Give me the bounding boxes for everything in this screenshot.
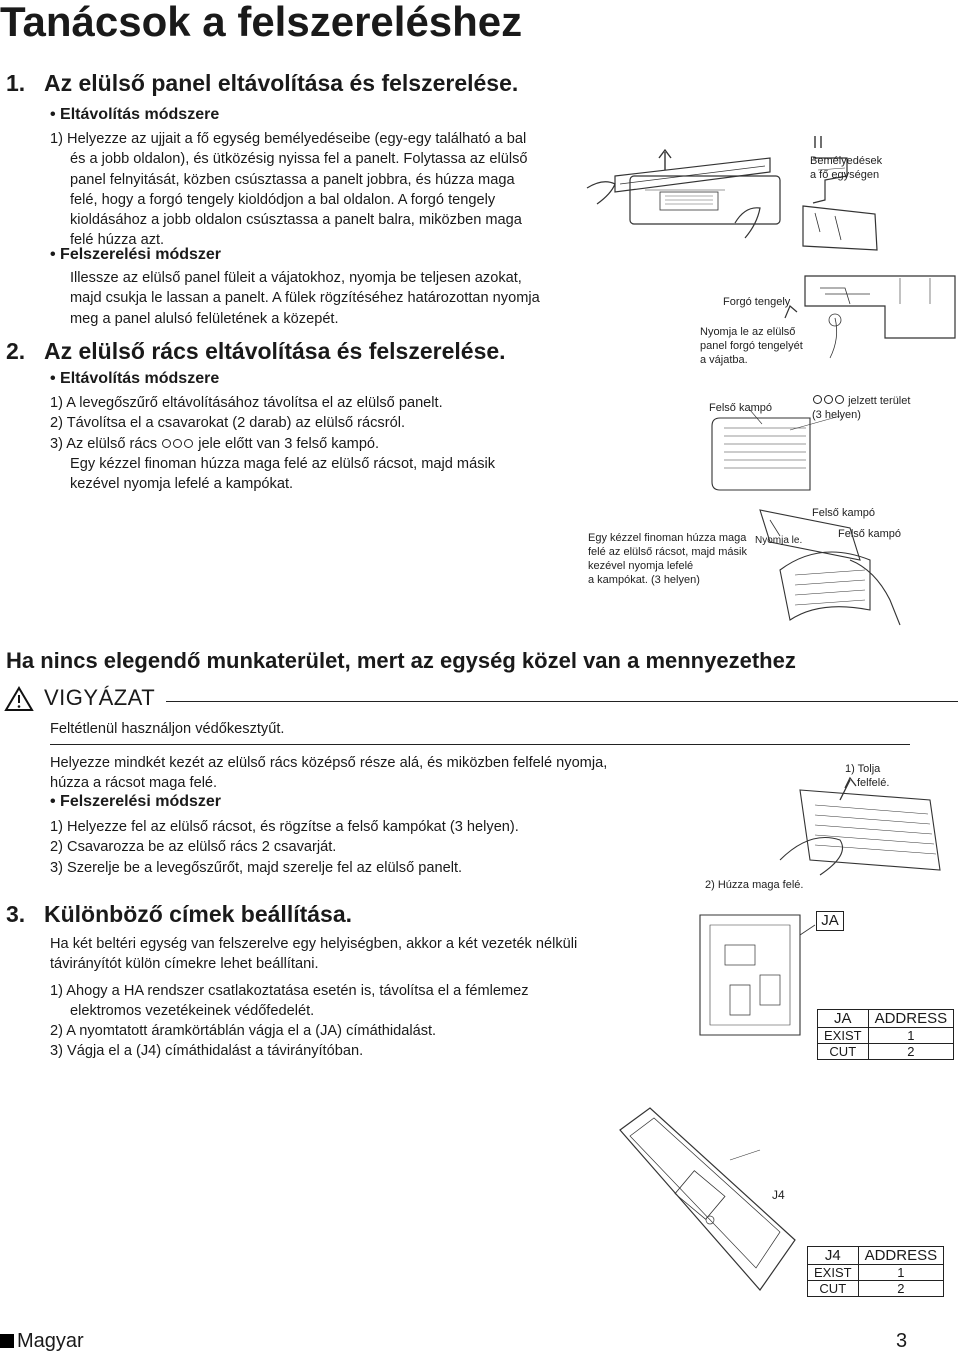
push-pull-illustration bbox=[700, 760, 950, 890]
label-line: Nyomja le az elülső bbox=[700, 326, 796, 338]
label-pull: 2) Húzza maga felé. bbox=[705, 879, 804, 891]
text-line: 1) Helyezze fel az elülső rácsot, és rögzítse a felső kampókat (3 helyen). bbox=[50, 819, 519, 835]
text-line: felé húzza azt. bbox=[70, 232, 165, 249]
circle-mark-icon bbox=[161, 436, 194, 452]
section3-title: Különböző címek beállítása. bbox=[44, 901, 353, 927]
section3-number: 3. bbox=[6, 901, 26, 927]
label-line: Egy kézzel finoman húzza maga bbox=[588, 532, 747, 544]
table-cell: 1 bbox=[858, 1265, 944, 1281]
table-cell: EXIST bbox=[808, 1265, 859, 1281]
pcb-illustration bbox=[680, 905, 830, 1055]
section1-removal-text bbox=[50, 129, 528, 251]
text-line: húzza a rácsot maga felé. bbox=[50, 775, 218, 792]
text-line: 3) Szerelje be a levegőszűrőt, majd szerelje fel az elülső panelt. bbox=[50, 859, 463, 876]
page-number: 3 bbox=[896, 1330, 908, 1352]
footer-language bbox=[0, 1330, 84, 1353]
table-cell: JA bbox=[818, 1010, 869, 1028]
label-line: (3 helyen) bbox=[812, 409, 861, 421]
section3-heading bbox=[6, 901, 352, 928]
caution-install-title: • Felszerelési módszer bbox=[50, 793, 222, 810]
label-upper-hook: Felső kampó bbox=[709, 402, 772, 414]
label-upper-hook-2: Felső kampó bbox=[812, 507, 875, 519]
label-line: a vájatba. bbox=[700, 354, 748, 366]
text-line: Illessze az elülső panel füleit a vájatokhoz, nyomja be teljesen azokat, bbox=[70, 270, 522, 286]
label-press-down: Nyomja le. bbox=[755, 535, 803, 546]
text-line: 1) Helyezze az ujjait a fő egység bemélyedéseibe (egy-egy található a bal bbox=[50, 131, 527, 147]
section1-install-title: • Felszerelési módszer bbox=[50, 246, 222, 263]
label-line: kezével nyomja lefelé bbox=[588, 560, 694, 572]
section1-title: Az elülső panel eltávolítása és felszerelése. bbox=[44, 70, 519, 96]
table-cell: 1 bbox=[868, 1028, 954, 1044]
section2-removal-title: • Eltávolítás módszere bbox=[50, 370, 220, 387]
text-line: 3) Vágja el a (J4) címáthidalást a távirányítóban. bbox=[50, 1043, 364, 1060]
caution-divider bbox=[50, 744, 910, 745]
text-line: elektromos vezetékeinek védőfedelét. bbox=[70, 1002, 315, 1019]
text-fragment: 3) Az elülső rács bbox=[50, 435, 158, 452]
label-line: a fő egységen bbox=[810, 169, 880, 181]
gloves-text: Feltétlenül használjon védőkesztyűt. bbox=[50, 721, 285, 737]
section1-heading bbox=[6, 70, 518, 97]
label-marked-area bbox=[812, 394, 910, 422]
table-cell: ADDRESS bbox=[858, 1247, 944, 1265]
caution-word: VIGYÁZAT bbox=[44, 685, 156, 710]
label-line: 1) Tolja bbox=[845, 763, 881, 775]
j4-jumper-label: J4 bbox=[772, 1188, 785, 1202]
hands-text bbox=[50, 753, 607, 794]
text-line: 2) Csavarozza be az elülső rács 2 csavarját. bbox=[50, 839, 337, 856]
j4-address-table bbox=[807, 1246, 944, 1297]
section2-removal-text bbox=[50, 393, 495, 494]
remote-control-illustration bbox=[610, 1100, 800, 1310]
text-line: 1) Ahogy a HA rendszer csatlakoztatása esetén is, távolítsa el a fémlemez bbox=[50, 982, 529, 999]
table-cell: 2 bbox=[858, 1281, 944, 1297]
text-line: távirányítót külön címekre lehet beállítani. bbox=[50, 956, 319, 973]
caution-install-text bbox=[50, 817, 519, 878]
section1-removal-title: • Eltávolítás módszere bbox=[50, 106, 220, 123]
label-line: Bemélyedések bbox=[810, 155, 883, 167]
table-cell: CUT bbox=[808, 1281, 859, 1297]
section1-number: 1. bbox=[6, 70, 26, 96]
text-line: Egy kézzel finoman húzza maga felé az elülső rácsot, majd másik bbox=[70, 455, 496, 472]
text-line: Helyezze mindkét kezét az elülső rács középső része alá, és miközben felfelé nyomja, bbox=[50, 755, 608, 771]
caution-banner bbox=[4, 686, 958, 714]
section1-install-text bbox=[70, 268, 540, 329]
square-bullet-icon bbox=[0, 1334, 14, 1348]
text-line: kioldásához a jobb oldalon csúsztassa a panelt balra, miközben maga bbox=[70, 212, 522, 229]
text-line: és a jobb oldalon), és ütközésig nyissa fel a panelt. Folytassa az elülső bbox=[70, 151, 528, 168]
warning-triangle-icon bbox=[4, 686, 34, 712]
text-line: felé, hogy a forgó tengely kioldódjon a bal oldalon. A forgó tengely bbox=[70, 191, 496, 208]
label-line: felé az elülső rácsot, majd másik bbox=[588, 546, 747, 558]
ja-address-table bbox=[817, 1009, 954, 1060]
table-cell: 2 bbox=[868, 1044, 954, 1060]
label-recess bbox=[810, 154, 882, 182]
text-line: kezével nyomja lefelé a kampókat. bbox=[70, 476, 294, 493]
label-line: a kampókat. (3 helyen) bbox=[588, 574, 700, 586]
text-line: 1) A levegőszűrő eltávolításához távolítsa el az elülső panelt. bbox=[50, 395, 443, 411]
text-line: 2) Távolítsa el a csavarokat (2 darab) az elülső rácsról. bbox=[50, 415, 406, 432]
caution-rule bbox=[166, 701, 958, 702]
label-hand-pull bbox=[588, 531, 747, 587]
label-line: panel forgó tengelyét bbox=[700, 340, 803, 352]
page-title: Tanácsok a felszereléshez bbox=[0, 0, 523, 45]
label-push-up bbox=[845, 762, 889, 790]
ja-jumper-label: JA bbox=[816, 911, 844, 931]
label-pivot: Forgó tengely bbox=[723, 296, 791, 308]
table-cell: CUT bbox=[818, 1044, 869, 1060]
section3-text bbox=[50, 934, 577, 1062]
section2-number: 2. bbox=[6, 338, 26, 364]
section2-heading bbox=[6, 338, 506, 365]
circle-mark-icon bbox=[812, 395, 845, 407]
label-press-pivot bbox=[700, 325, 803, 367]
table-cell: ADDRESS bbox=[868, 1010, 954, 1028]
label-line bbox=[812, 394, 910, 408]
section2-title: Az elülső rács eltávolítása és felszerelése. bbox=[44, 338, 506, 364]
label-line: felfelé. bbox=[857, 777, 890, 789]
text-line bbox=[50, 434, 495, 454]
text-line: meg a panel alulsó felületének a közepét. bbox=[70, 310, 339, 327]
table-cell: EXIST bbox=[818, 1028, 869, 1044]
text-line: Ha két beltéri egység van felszerelve egy helyiségben, akkor a két vezeték nélküli bbox=[50, 936, 578, 952]
text-line: majd csukja le lassan a panelt. A fülek rögzítéséhez határozottan nyomja bbox=[70, 290, 540, 307]
text-line: panel felnyitását, közben csúsztassa a panelt jobbra, és húzza maga bbox=[70, 171, 515, 188]
label-upper-hook-3: Felső kampó bbox=[838, 528, 901, 540]
text-fragment: jelzett terület bbox=[848, 395, 911, 407]
ceiling-heading: Ha nincs elegendő munkaterület, mert az egység közel van a mennyezethez bbox=[6, 648, 796, 673]
table-cell: J4 bbox=[808, 1247, 859, 1265]
text-fragment: jele előtt van 3 felső kampó. bbox=[198, 435, 380, 452]
text-line: 2) A nyomtatott áramkörtáblán vágja el a (JA) címáthidalást. bbox=[50, 1023, 437, 1040]
language-label: Magyar bbox=[17, 1330, 84, 1352]
